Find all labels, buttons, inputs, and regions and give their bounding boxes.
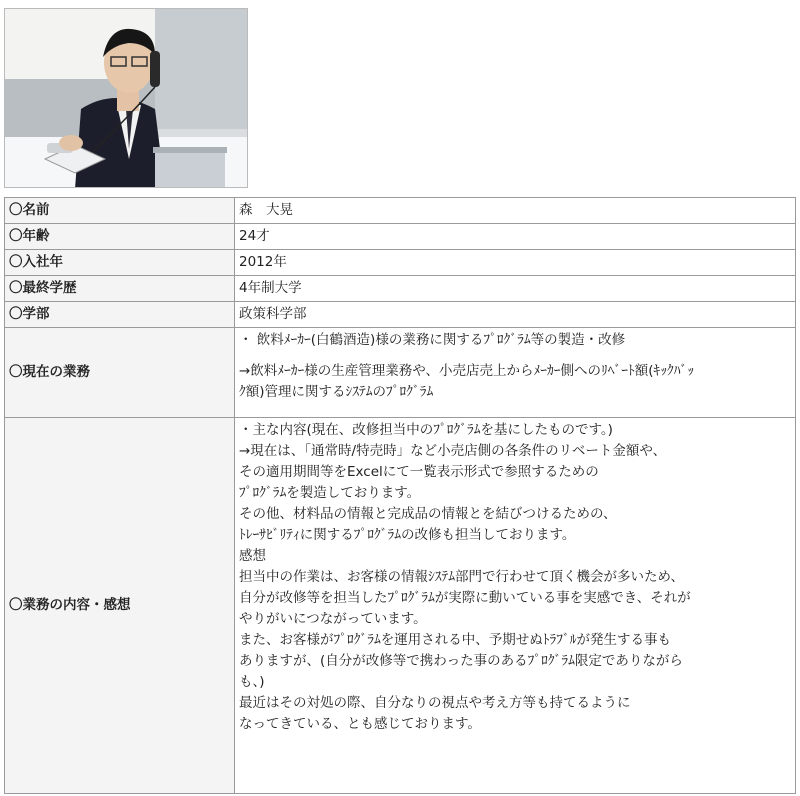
row-name xyxy=(5,198,796,224)
name-value: 森 大晃 xyxy=(235,198,796,224)
row-current-work xyxy=(5,328,796,418)
work-details-line: また、お客様がﾌﾟﾛｸﾞﾗﾑを運用される中、予期せぬﾄﾗﾌﾞﾙが発生する事も xyxy=(239,632,671,648)
work-details-line: その他、材料品の情報と完成品の情報とを結びつけるための、 xyxy=(239,506,617,522)
work-details-line: やりがいにつながっています。 xyxy=(239,611,427,627)
work-details-line: 担当中の作業は、お客様の情報ｼｽﾃﾑ部門で行わせて頂く機会が多いため、 xyxy=(239,569,684,585)
row-age xyxy=(5,224,796,250)
work-details-line: ・主な内容(現在、改修担当中のﾌﾟﾛｸﾞﾗﾑを基にしたものです。) xyxy=(239,422,613,438)
work-details-line: →現在は、「通常時/特売時」など小売店側の各条件のリベート金額や、 xyxy=(239,443,667,459)
work-details-line: 感想 xyxy=(239,548,266,564)
work-details-line: 最近はその対処の際、自分なりの視点や考え方等も持てるように xyxy=(239,695,631,711)
row-join-year xyxy=(5,250,796,276)
name-label: 〇名前 xyxy=(5,198,235,224)
current-work-line: →飲料ﾒｰｶｰ様の生産管理業務や、小売店売上からﾒｰｶｰ側へのﾘﾍﾞｰﾄ額(ｷｯｸﾊﾞｯ xyxy=(239,363,695,379)
work-details-line: ありますが、(自分が改修等で携わった事のあるﾌﾟﾛｸﾞﾗﾑ限定でありながら xyxy=(239,653,683,669)
row-work-details xyxy=(5,418,796,794)
current-work-label: 〇現在の業務 xyxy=(5,328,235,418)
work-details-line: なってきている、とも感じております。 xyxy=(239,716,481,732)
work-details-line: ﾄﾚｰｻﾋﾞﾘﾃｨに関するﾌﾟﾛｸﾞﾗﾑの改修も担当しております。 xyxy=(239,527,576,543)
education-value: 4年制大学 xyxy=(235,276,796,302)
profile-table xyxy=(4,197,796,794)
faculty-label: 〇学部 xyxy=(5,302,235,328)
work-details-line: ﾌﾟﾛｸﾞﾗﾑを製造しております。 xyxy=(239,485,421,501)
profile-photo xyxy=(4,8,248,188)
current-work-line: ・ 飲料ﾒｰｶｰ(白鶴酒造)様の業務に関するﾌﾟﾛｸﾞﾗﾑ等の製造・改修 xyxy=(239,332,626,348)
age-label: 〇年齢 xyxy=(5,224,235,250)
person-on-phone-icon xyxy=(5,9,248,188)
row-faculty xyxy=(5,302,796,328)
work-details-line: 自分が改修等を担当したﾌﾟﾛｸﾞﾗﾑが実際に動いている事を実感でき、それが xyxy=(239,590,691,606)
work-details-line: も、) xyxy=(239,674,265,690)
row-education xyxy=(5,276,796,302)
join-year-value: 2012年 xyxy=(235,250,796,276)
work-details-line: その適用期間等をExcelにて一覧表示形式で参照するための xyxy=(239,464,599,480)
work-details-label: 〇業務の内容・感想 xyxy=(5,418,235,794)
age-value: 24才 xyxy=(235,224,796,250)
current-work-line: ｸ額)管理に関するｼｽﾃﾑのﾌﾟﾛｸﾞﾗﾑ xyxy=(239,384,434,400)
join-year-label: 〇入社年 xyxy=(5,250,235,276)
current-work-value xyxy=(235,328,796,418)
work-details-value xyxy=(235,418,796,794)
education-label: 〇最終学歴 xyxy=(5,276,235,302)
faculty-value: 政策科学部 xyxy=(235,302,796,328)
